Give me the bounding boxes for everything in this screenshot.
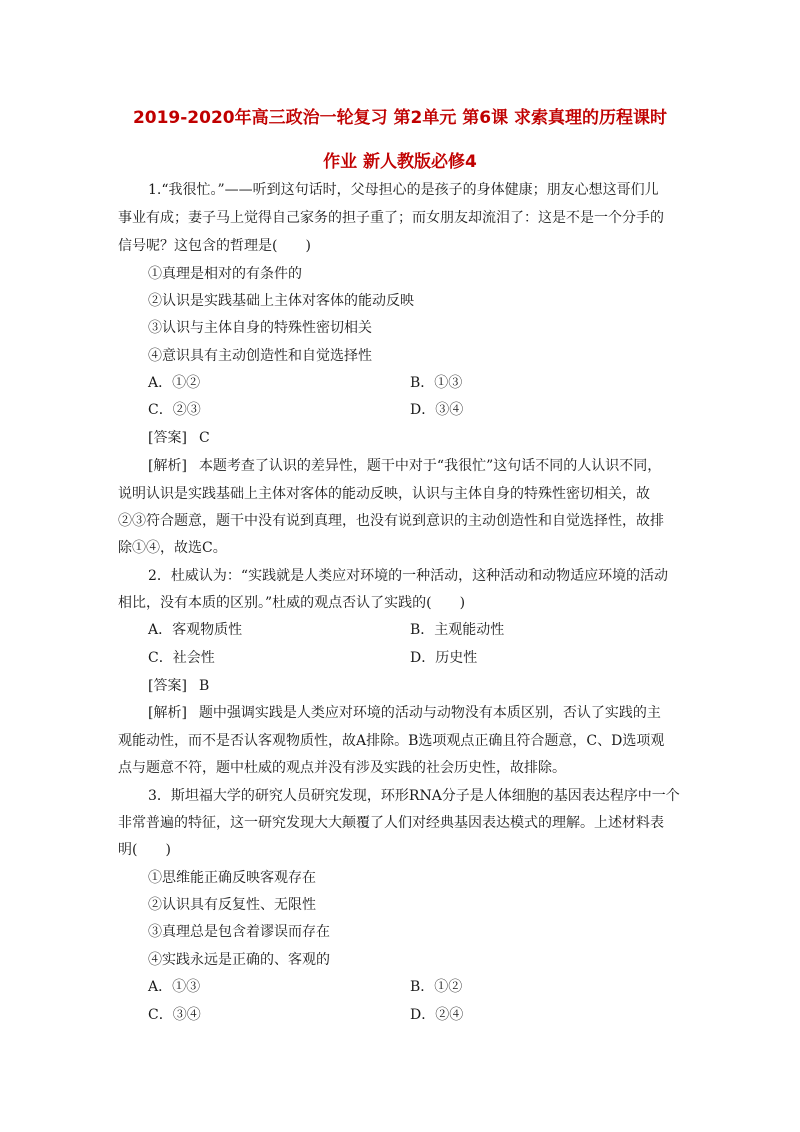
q2-analysis-line-1: [148, 703, 661, 723]
q2-stem-line-2: 相比，没有本质的区别。”杜威的观点否认了实践的( ): [118, 595, 466, 611]
q2-analysis-text-1: 题中强调实践是人类应对环境的活动与动物没有本质区别，否认了实践的主: [198, 705, 661, 721]
q3-item-1: ①思维能正确反映客观存在: [148, 870, 316, 886]
q1-answer: [148, 428, 210, 448]
q1-analysis-line-3: ②③符合题意，题干中没有说到真理，也没有说到意识的主动创造性和自觉选择性，故排: [118, 513, 664, 529]
q1-answer-value: C: [198, 430, 210, 446]
q3-item-4: ④实践永远是正确的、客观的: [148, 952, 330, 968]
q1-stem-line-1: 1.“我很忙。”——听到这句话时，父母担心的是孩子的身体健康；朋友心想这哥们儿: [148, 182, 659, 198]
q2-answer-value: B: [198, 678, 210, 694]
q3-option-c: C．③④: [148, 1007, 201, 1023]
q3-stem-line-1: 3．斯坦福大学的研究人员研究发现，环形RNA分子是人体细胞的基因表达程序中一个: [148, 788, 680, 804]
q1-analysis-text-1: 本题考查了认识的差异性，题干中对于“我很忙”这句话不同的人认识不同，: [198, 458, 662, 474]
q2-option-c: C．社会性: [148, 650, 215, 666]
q1-item-4: ④意识具有主动创造性和自觉选择性: [148, 348, 372, 364]
q1-item-3: ③认识与主体自身的特殊性密切相关: [148, 320, 372, 336]
answer-label: [答案]: [148, 430, 187, 446]
q2-answer: [148, 676, 209, 696]
q2-analysis-line-3: 点与题意不符，题中杜威的观点并没有涉及实践的社会历史性，故排除。: [118, 760, 566, 776]
q1-analysis-line-1: [148, 456, 661, 476]
q1-option-c: C．②③: [148, 402, 201, 418]
q1-analysis-line-2: 说明认识是实践基础上主体对客体的能动反映，认识与主体自身的特殊性密切相关，故: [118, 486, 650, 502]
q1-analysis-line-4: 除①④，故选C。: [118, 540, 227, 556]
q1-item-2: ②认识是实践基础上主体对客体的能动反映: [148, 293, 414, 309]
q1-stem-line-3: 信号呢？这包含的哲理是( ): [118, 238, 311, 254]
q3-stem-line-2: 非常普遍的特征，这一研究发现大大颠覆了人们对经典基因表达模式的理解。上述材料表: [118, 815, 664, 831]
q1-option-d: D．③④: [410, 402, 464, 418]
analysis-label: [解析]: [148, 458, 187, 474]
q2-stem-line-1: 2．杜威认为：“实践就是人类应对环境的一种活动，这种活动和动物适应环境的活动: [148, 568, 669, 584]
q2-analysis-line-2: 观能动性，而不是否认客观物质性，故A排除。B选项观点正确且符合题意，C、D选项观: [118, 733, 665, 749]
q2-option-d: D．历史性: [410, 650, 478, 666]
document-title-line-2: 作业 新人教版必修4: [323, 152, 477, 172]
q1-option-a: A．①②: [148, 375, 201, 391]
q3-item-2: ②认识具有反复性、无限性: [148, 897, 316, 913]
q2-option-b: B．主观能动性: [410, 622, 505, 638]
answer-label: [答案]: [148, 678, 187, 694]
q1-item-1: ①真理是相对的有条件的: [148, 266, 302, 282]
q3-option-b: B．①②: [410, 979, 463, 995]
q3-item-3: ③真理总是包含着谬误而存在: [148, 924, 330, 940]
q3-option-a: A．①③: [148, 979, 201, 995]
q1-option-b: B．①③: [410, 375, 463, 391]
q3-option-d: D．②④: [410, 1007, 464, 1023]
analysis-label: [解析]: [148, 705, 187, 721]
q3-stem-line-3: 明( ): [118, 842, 171, 858]
document-title-line-1: 2019-2020年高三政治一轮复习 第2单元 第6课 求索真理的历程课时: [132, 108, 668, 128]
q1-stem-line-2: 事业有成；妻子马上觉得自己家务的担子重了；而女朋友却流泪了：这是不是一个分手的: [118, 210, 664, 226]
q2-option-a: A．客观物质性: [148, 622, 243, 638]
